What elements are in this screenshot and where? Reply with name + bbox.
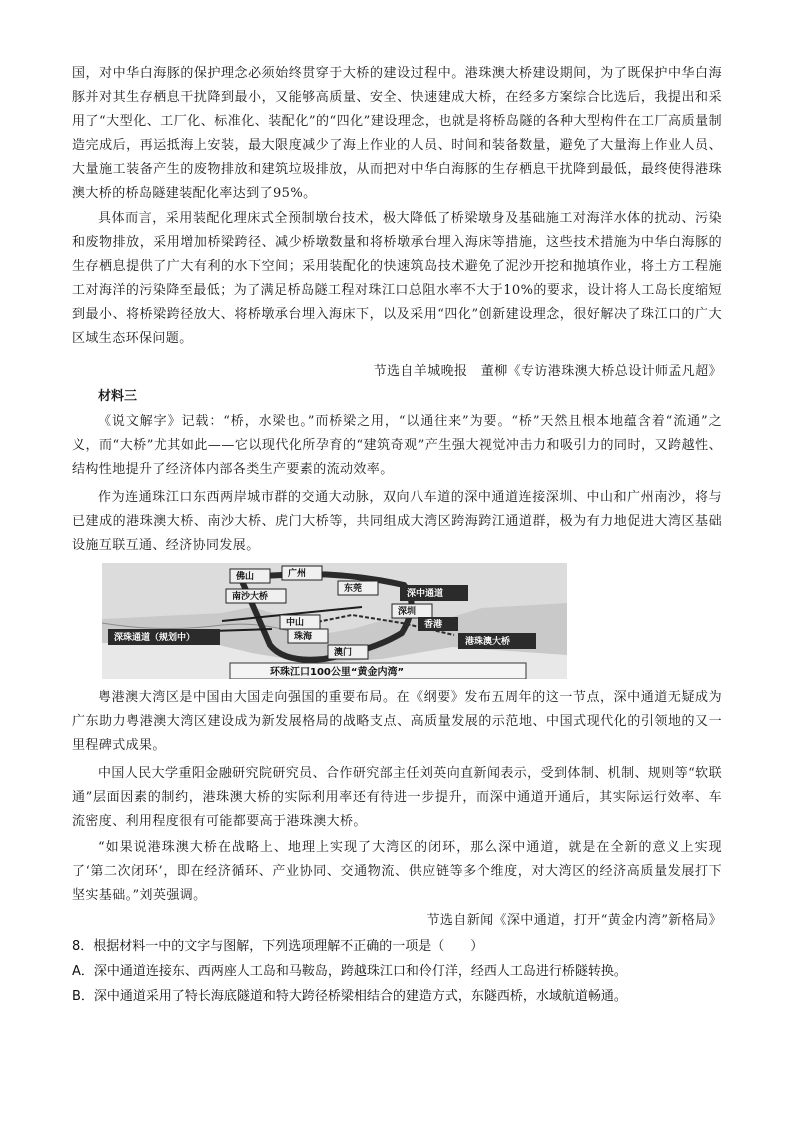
material2-paragraph-2: 具体而言，采用装配化理床式全预制墩台技术，极大降低了桥梁墩身及基础施工对海洋水体的扰动、污染和废物排放，采用增加桥梁跨径、减少桥墩数量和将桥墩承台埋入海床等措施，这些技术措施为中华白海豚的生存栖息提供了广大有利的水下空间；采用装配化的快速筑岛技术避免了泥沙开挖和抛填作业，将土方工程施工对海洋的污染降至最低；为了满足桥岛隧工程对珠江口总阻水率不大于10%的要求，设计将人工岛长度缩短到最小、将桥梁跨径放大、将桥墩承台埋入海床下，以及采用“四化”创新建设理念，很好解决了珠江口的广大区域生态环保问题。 [72, 211, 722, 346]
question-8-option-a[interactable]: A．深中通道连接东、西两座人工岛和马鞍岛，跨越珠江口和伶仃洋，经西人工岛进行桥隧转换。 [72, 964, 627, 979]
material3-paragraph-2: 作为连通珠江口东西两岸城市群的交通大动脉，双向八车道的深中通道连接深圳、中山和广州南沙，将与已建成的港珠澳大桥、南沙大桥、虎门大桥等，共同组成大湾区跨海跨江通道群，极为有力地促进大湾区基础设施互联互通、经济协同发展。 [72, 490, 722, 553]
map-label-zhuhai: 珠海 [294, 632, 313, 642]
material3-paragraph-1: 《说文解字》记载：“桥，水梁也。”而桥梁之用，“以通往来”为要。“桥”天然且根本地蕴含着“流通”之义，而“大桥”尤其如此——它以现代化所孕育的“建筑奇观”产生强大视觉冲击力和吸引力的同时，又跨越性、结构性地提升了经济体内部各类生产要素的流动效率。 [72, 414, 722, 477]
map-label-shenzhu: 深珠通道（规划中） [114, 633, 196, 643]
material3-paragraph-4: 中国人民大学重阳金融研究院研究员、合作研究部主任刘英向直新闻表示，受到体制、机制、规则等“软联通”层面因素的制约，港珠澳大桥的实际利用率还有待进一步提升，而深中通道开通后，其实际运行效率、车流密度、利用程度很有可能都要高于港珠澳大桥。 [72, 766, 722, 829]
map-label-shenzhong: 深中通道 [407, 589, 444, 599]
material3-heading: 材料三 [98, 389, 138, 404]
bay-area-map [102, 563, 567, 679]
map-label-guangzhou: 广州 [288, 569, 307, 579]
material2-paragraph-1: 国，对中华白海豚的保护理念必须始终贯穿于大桥的建设过程中。港珠澳大桥建设期间，为了既保护中华白海豚并对其生存栖息干扰降到最小，又能够高质量、安全、快速建成大桥，在经多方案综合比选后，我提出和采用了“大型化、工厂化、标准化、装配化”的“四化”建设理念，也就是将桥岛隧的各种大型构件在工厂高质量制造完成后，再运抵海上安装，最大限度减少了海上作业的人员、时间和装备数量，避免了大量海上作业人员、大量施工装备产生的废物排放和建筑垃圾排放，从而把对中华白海豚的生存栖息干扰降到最低，最终使得港珠澳大桥的桥岛隧建装配化率达到了95%。 [72, 66, 722, 201]
map-label-shenzhen: 深圳 [398, 607, 417, 617]
map-label-hzm-bridge: 港珠澳大桥 [465, 637, 511, 647]
material3-paragraph-3: 粤港澳大湾区是中国由大国走向强国的重要布局。在《纲要》发布五周年的这一节点，深中通道无疑成为广东助力粤港澳大湾区建设成为新发展格局的战略支点、高质量发展的示范地、中国式现代化的引领地的又一里程碑式成果。 [72, 690, 722, 753]
map-label-foshan: 佛山 [236, 572, 255, 582]
material3-source: 节选自新闻《深中通道，打开“黄金内湾”新格局》 [426, 913, 722, 928]
question-8-option-b[interactable]: B．深中通道采用了特长海底隧道和特大跨径桥梁相结合的建造方式，东隧西桥，水域航道畅通。 [72, 989, 627, 1004]
map-caption: 环珠江口100公里“黄金内湾” [270, 667, 405, 678]
map-label-zhongshan: 中山 [286, 618, 305, 628]
material2-source: 节选自羊城晚报 董柳《专访港珠澳大桥总设计师孟凡超》 [373, 364, 722, 379]
map-label-hongkong: 香港 [424, 620, 443, 630]
question-8-stem: 8．根据材料一中的文字与图解，下列选项理解不正确的一项是（ ） [72, 939, 484, 954]
map-label-macau: 澳门 [334, 648, 353, 658]
material3-paragraph-5: “如果说港珠澳大桥在战略上、地理上实现了大湾区的闭环，那么深中通道，就是在全新的意义上实现了‘第二次闭环’，即在经济循环、产业协同、交通物流、供应链等多个维度，对大湾区的经济高质量发展打下坚实基础。”刘英强调。 [72, 840, 722, 903]
map-label-dongguan: 东莞 [344, 584, 363, 594]
map-label-nansha-bridge: 南沙大桥 [232, 592, 269, 602]
